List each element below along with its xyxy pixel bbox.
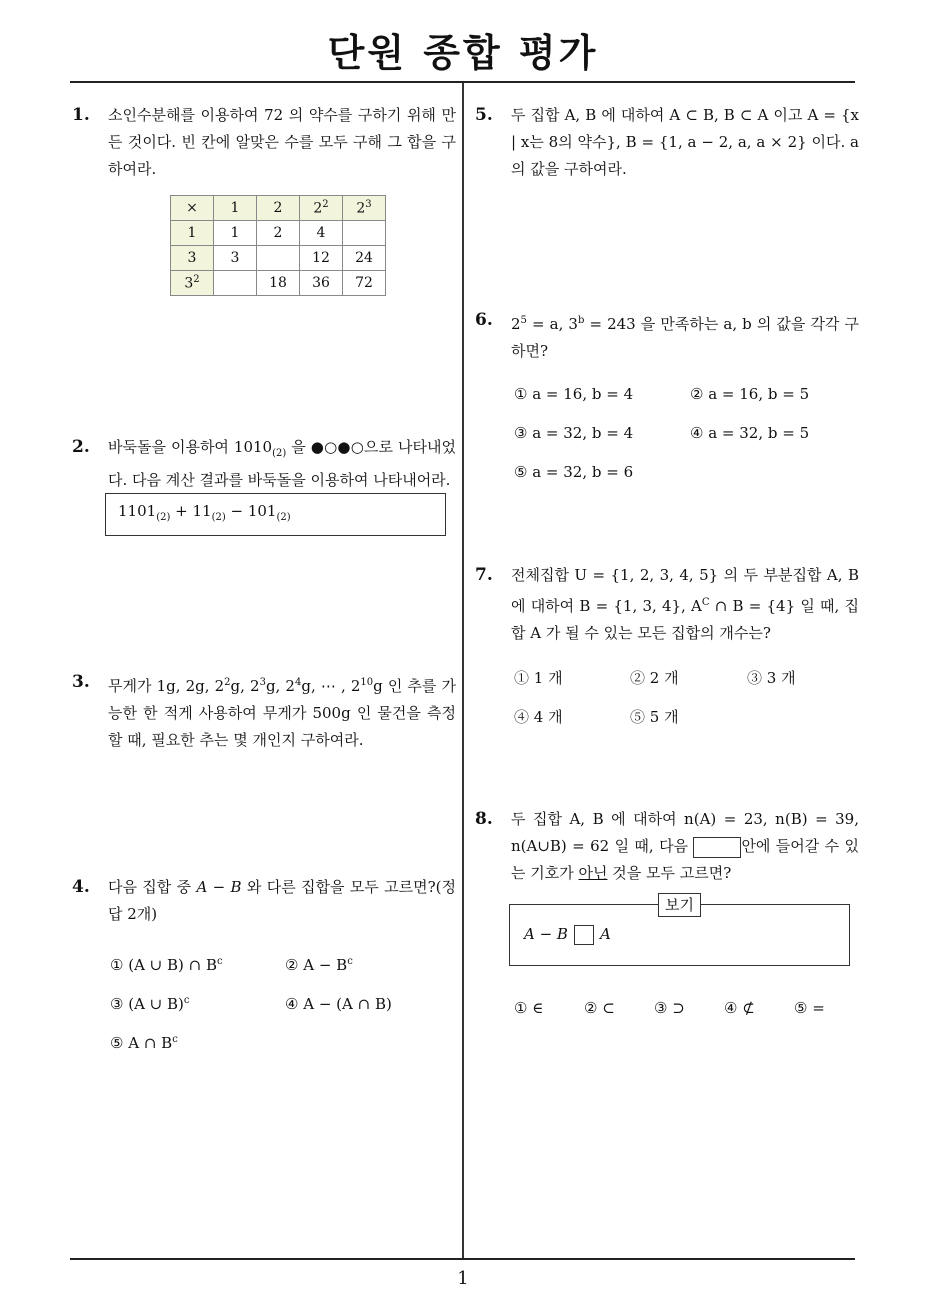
question-number: 8.: [475, 809, 493, 829]
option-4[interactable]: ④ 4 개: [514, 708, 563, 726]
question-text: 두 집합 A, B 에 대하여 n(A) = 23, n(B) = 39, n(A∪B) = 62 일 때, 다음 안에 들어갈 수 있는 기호가 아닌 것을 모두 고르면?: [511, 810, 859, 882]
question-number: 5.: [475, 105, 493, 125]
table-cell: $2^3$: [343, 196, 386, 221]
option-2[interactable]: ② $A - B^c$: [285, 956, 353, 974]
table-cell: 1: [214, 196, 257, 221]
table-cell: ×: [171, 196, 214, 221]
table-cell: 24: [343, 246, 386, 271]
option-1[interactable]: ① 1 개: [514, 669, 563, 687]
option-2[interactable]: ② 2 개: [630, 669, 679, 687]
option-3[interactable]: ③ a = 32, b = 4: [514, 424, 634, 442]
table-cell: $3^2$: [171, 271, 214, 296]
question-text: 소인수분해를 이용하여 72 의 약수를 구하기 위해 만든 것이다. 빈 칸에 알맞은 수를 모두 구해 그 합을 구하여라.: [108, 106, 456, 178]
question-text: 다음 집합 중 A − B 와 다른 집합을 모두 고르면?(정답 2개): [108, 878, 456, 923]
option-4[interactable]: ④ A − (A ∩ B): [285, 995, 392, 1013]
option-5[interactable]: ⑤ 5 개: [630, 708, 679, 726]
table-cell: 1: [171, 221, 214, 246]
table-cell: [343, 221, 386, 246]
option-2[interactable]: ② a = 16, b = 5: [690, 385, 810, 403]
expression-box: [105, 493, 446, 536]
expression: $1101_{(2)} + 11_{(2)} - 101_{(2)}$: [118, 502, 291, 523]
table-cell: 2: [257, 196, 300, 221]
question-8: [475, 806, 859, 887]
table-cell: 72: [343, 271, 386, 296]
option-5[interactable]: ⑤ A ∩ $B^c$: [110, 1034, 178, 1052]
bottom-rule: [70, 1258, 855, 1260]
question-text: 두 집합 A, B 에 대하여 A ⊂ B, B ⊂ A 이고 A = {x | x는 8의 약수}, B = {1, a − 2, a, a × 2} 이다. a 의 값을 구하여라.: [511, 106, 859, 178]
question-text: 무게가 1g, 2g, $2^2g$, $2^3g$, $2^4g$, ⋯ , $2^{10}g$ 인 추를 가능한 한 적게 사용하여 무게가 500g 인 물건을 측정할 때, 필요한 추는 몇 개인지 구하여라.: [108, 677, 456, 749]
page-title: 단원 종합 평가: [327, 31, 599, 75]
table-cell: [214, 271, 257, 296]
table-cell: 2: [257, 221, 300, 246]
option-3[interactable]: ③ ⊃: [654, 999, 685, 1017]
option-2[interactable]: ② ⊂: [584, 999, 615, 1017]
blank-box: [574, 925, 594, 945]
option-3[interactable]: ③ (A ∪ B)$^c$: [110, 995, 190, 1013]
table-cell: 3: [214, 246, 257, 271]
bogi-content: A − B A: [524, 925, 611, 943]
option-1[interactable]: ① a = 16, b = 4: [514, 385, 634, 403]
bogi-label: 보기: [658, 893, 701, 917]
question-number: 3.: [72, 672, 90, 692]
option-5[interactable]: ⑤ =: [794, 999, 825, 1017]
table-cell: 18: [257, 271, 300, 296]
question-text: $2^5 = a$, $3^b = 243$ 을 만족하는 a, b 의 값을 각각 구하면?: [511, 315, 859, 360]
question-number: 6.: [475, 310, 493, 330]
table-row: [171, 246, 386, 271]
table-cell: 4: [300, 221, 343, 246]
table-row: [171, 271, 386, 296]
table-header-row: [171, 196, 386, 221]
question-7: [475, 562, 859, 647]
page-number: 1: [457, 1268, 469, 1289]
option-3[interactable]: ③ 3 개: [747, 669, 796, 687]
divisor-table: [170, 195, 386, 296]
column-divider: [462, 83, 464, 1258]
question-number: 4.: [72, 877, 90, 897]
option-1[interactable]: ① ∈: [514, 999, 544, 1017]
option-1[interactable]: ① (A ∪ B) ∩ $B^c$: [110, 956, 223, 974]
blank-box: [693, 837, 741, 858]
table-cell: 1: [214, 221, 257, 246]
option-4[interactable]: ④ a = 32, b = 5: [690, 424, 810, 442]
question-1: [72, 102, 456, 183]
table-cell: 36: [300, 271, 343, 296]
question-text: 바둑돌을 이용하여 $1010_{(2)}$ 을 ●○●○으로 나타내었다. 다음 계산 결과를 바둑돌을 이용하여 나타내어라.: [108, 438, 456, 489]
table-row: [171, 221, 386, 246]
table-cell: $2^2$: [300, 196, 343, 221]
table-cell: 3: [171, 246, 214, 271]
underlined-word: 아닌: [578, 864, 608, 882]
question-6: [475, 307, 859, 365]
question-text: 전체집합 U = {1, 2, 3, 4, 5} 의 두 부분집합 A, B 에 대하여 B = {1, 3, 4}, $A^C$ ∩ B = {4} 일 때, 집합 A 가 될 수 있는 모든 집합의 개수는?: [511, 566, 859, 642]
table-cell: [257, 246, 300, 271]
question-3: [72, 669, 456, 754]
question-5: [475, 102, 859, 183]
option-5[interactable]: ⑤ a = 32, b = 6: [514, 463, 634, 481]
option-4[interactable]: ④ ⊄: [724, 999, 755, 1017]
question-4: [72, 874, 456, 928]
question-2: [72, 434, 456, 494]
question-number: 7.: [475, 565, 493, 585]
question-number: 2.: [72, 437, 90, 457]
table-cell: 12: [300, 246, 343, 271]
question-number: 1.: [72, 105, 90, 125]
